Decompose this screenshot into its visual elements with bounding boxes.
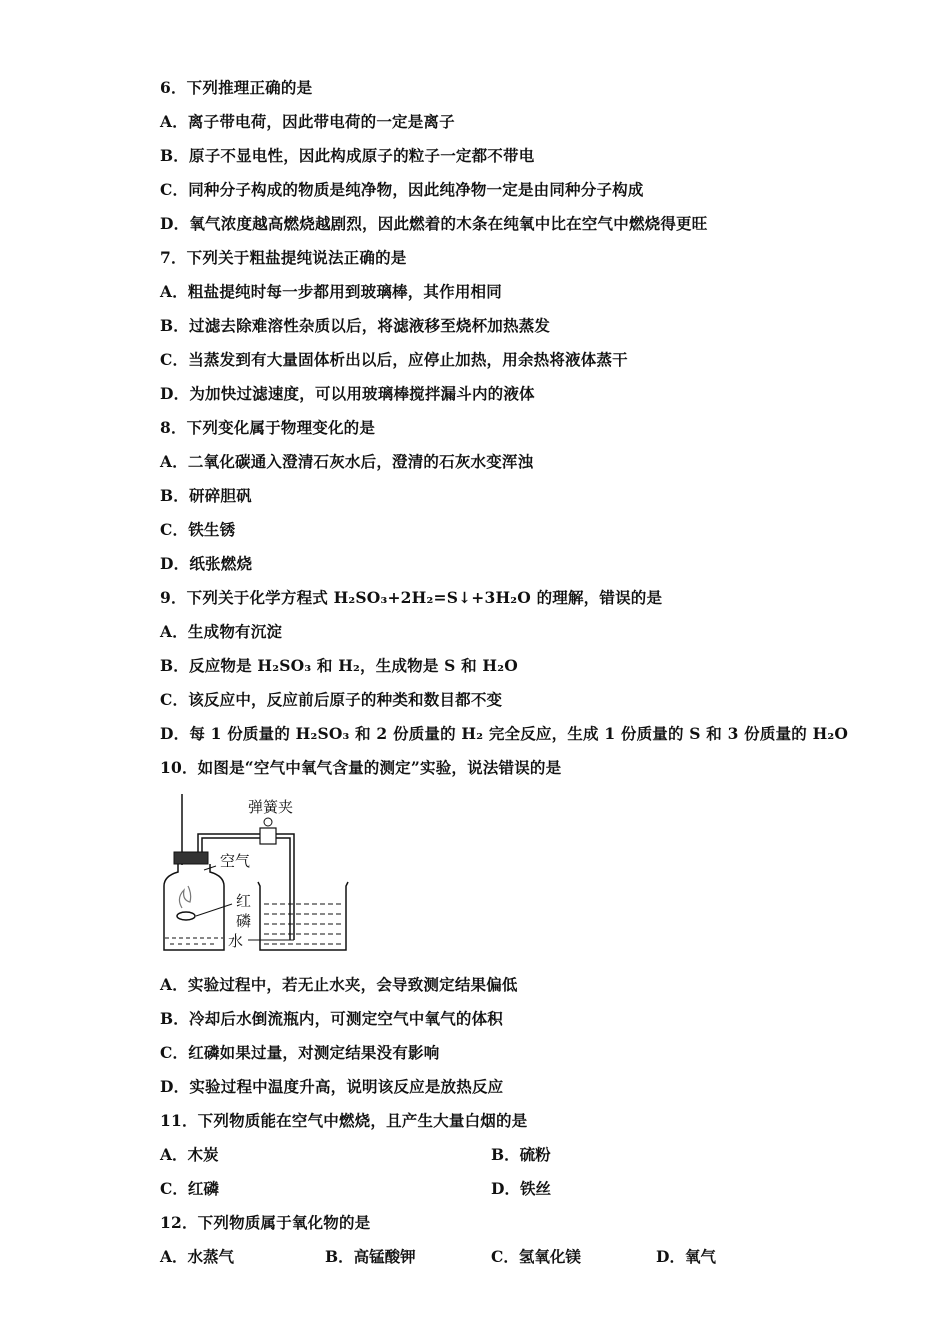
- q8-stem: 8．下列变化属于物理变化的是: [160, 418, 376, 437]
- combustion-spoon: [177, 912, 195, 920]
- q10-option-a: A．实验过程中，若无止水夹，会导致测定结果偏低: [160, 975, 518, 994]
- q9-option-c: C．该反应中，反应前后原子的种类和数目都不变: [160, 690, 503, 709]
- q11-option-d: D．铁丝: [491, 1179, 551, 1198]
- q8-option-b: B．研碎胆矾: [160, 486, 252, 505]
- label-air: 空气: [220, 852, 251, 870]
- q12-option-d: D．氧气: [656, 1247, 716, 1266]
- q8-option-a: A．二氧化碳通入澄清石灰水后，澄清的石灰水变浑浊: [160, 452, 534, 471]
- label-clamp: 弹簧夹: [248, 798, 294, 816]
- q9-option-d: D．每 1 份质量的 H₂SO₃ 和 2 份质量的 H₂ 完全反应，生成 1 份质量的 S 和 3 份质量的 H₂O: [160, 724, 849, 743]
- q12-option-a: A．水蒸气: [160, 1247, 235, 1266]
- spring-clamp-knob: [264, 818, 272, 826]
- q7-option-d: D．为加快过滤速度，可以用玻璃棒搅拌漏斗内的液体: [160, 384, 535, 403]
- q9-stem: 9．下列关于化学方程式 H₂SO₃+2H₂=S↓+3H₂O 的理解，错误的是: [160, 588, 663, 607]
- q12-option-c: C．氢氧化镁: [491, 1247, 581, 1266]
- q11-option-c: C．红磷: [160, 1179, 219, 1198]
- gas-bottle: [164, 864, 224, 950]
- q6-stem: 6．下列推理正确的是: [160, 78, 313, 97]
- flame-icon: [179, 886, 190, 908]
- label-phosphorus: 磷: [236, 912, 252, 930]
- label-water: 水: [228, 932, 244, 950]
- q12-option-b: B．高锰酸钾: [325, 1247, 416, 1266]
- rubber-stopper: [174, 852, 208, 864]
- phosphorus-leader-line: [196, 904, 232, 916]
- oxygen-measurement-apparatus-figure: [156, 790, 356, 955]
- q10-option-c: C．红磷如果过量，对测定结果没有影响: [160, 1043, 440, 1062]
- q9-option-a: A．生成物有沉淀: [160, 622, 283, 641]
- q11-option-b: B．硫粉: [491, 1145, 551, 1164]
- q10-option-d: D．实验过程中温度升高，说明该反应是放热反应: [160, 1077, 504, 1096]
- q6-option-d: D．氧气浓度越高燃烧越剧烈，因此燃着的木条在纯氧中比在空气中燃烧得更旺: [160, 214, 708, 233]
- connecting-tube-inner: [202, 838, 264, 852]
- q12-stem: 12．下列物质属于氧化物的是: [160, 1213, 371, 1232]
- q11-stem: 11．下列物质能在空气中燃烧，且产生大量白烟的是: [160, 1111, 528, 1130]
- q6-option-a: A．离子带电荷，因此带电荷的一定是离子: [160, 112, 455, 131]
- q8-option-c: C．铁生锈: [160, 520, 236, 539]
- q7-stem: 7．下列关于粗盐提纯说法正确的是: [160, 248, 407, 267]
- q8-option-d: D．纸张燃烧: [160, 554, 253, 573]
- q7-option-a: A．粗盐提纯时每一步都用到玻璃棒，其作用相同: [160, 282, 502, 301]
- outlet-tube-inner: [276, 838, 290, 940]
- q6-option-b: B．原子不显电性，因此构成原子的粒子一定都不带电: [160, 146, 535, 165]
- q11-option-a: A．木炭: [160, 1145, 219, 1164]
- connecting-tube: [198, 834, 268, 852]
- spring-clamp: [260, 828, 276, 844]
- label-red: 红: [236, 892, 252, 910]
- q7-option-b: B．过滤去除难溶性杂质以后，将滤液移至烧杯加热蒸发: [160, 316, 551, 335]
- q7-option-c: C．当蒸发到有大量固体析出以后，应停止加热，用余热将液体蒸干: [160, 350, 628, 369]
- q9-option-b: B．反应物是 H₂SO₃ 和 H₂，生成物是 S 和 H₂O: [160, 656, 518, 675]
- q10-stem: 10．如图是“空气中氧气含量的测定”实验，说法错误的是: [160, 758, 562, 777]
- q6-option-c: C．同种分子构成的物质是纯净物，因此纯净物一定是由同种分子构成: [160, 180, 644, 199]
- q10-option-b: B．冷却后水倒流瓶内，可测定空气中氧气的体积: [160, 1009, 504, 1028]
